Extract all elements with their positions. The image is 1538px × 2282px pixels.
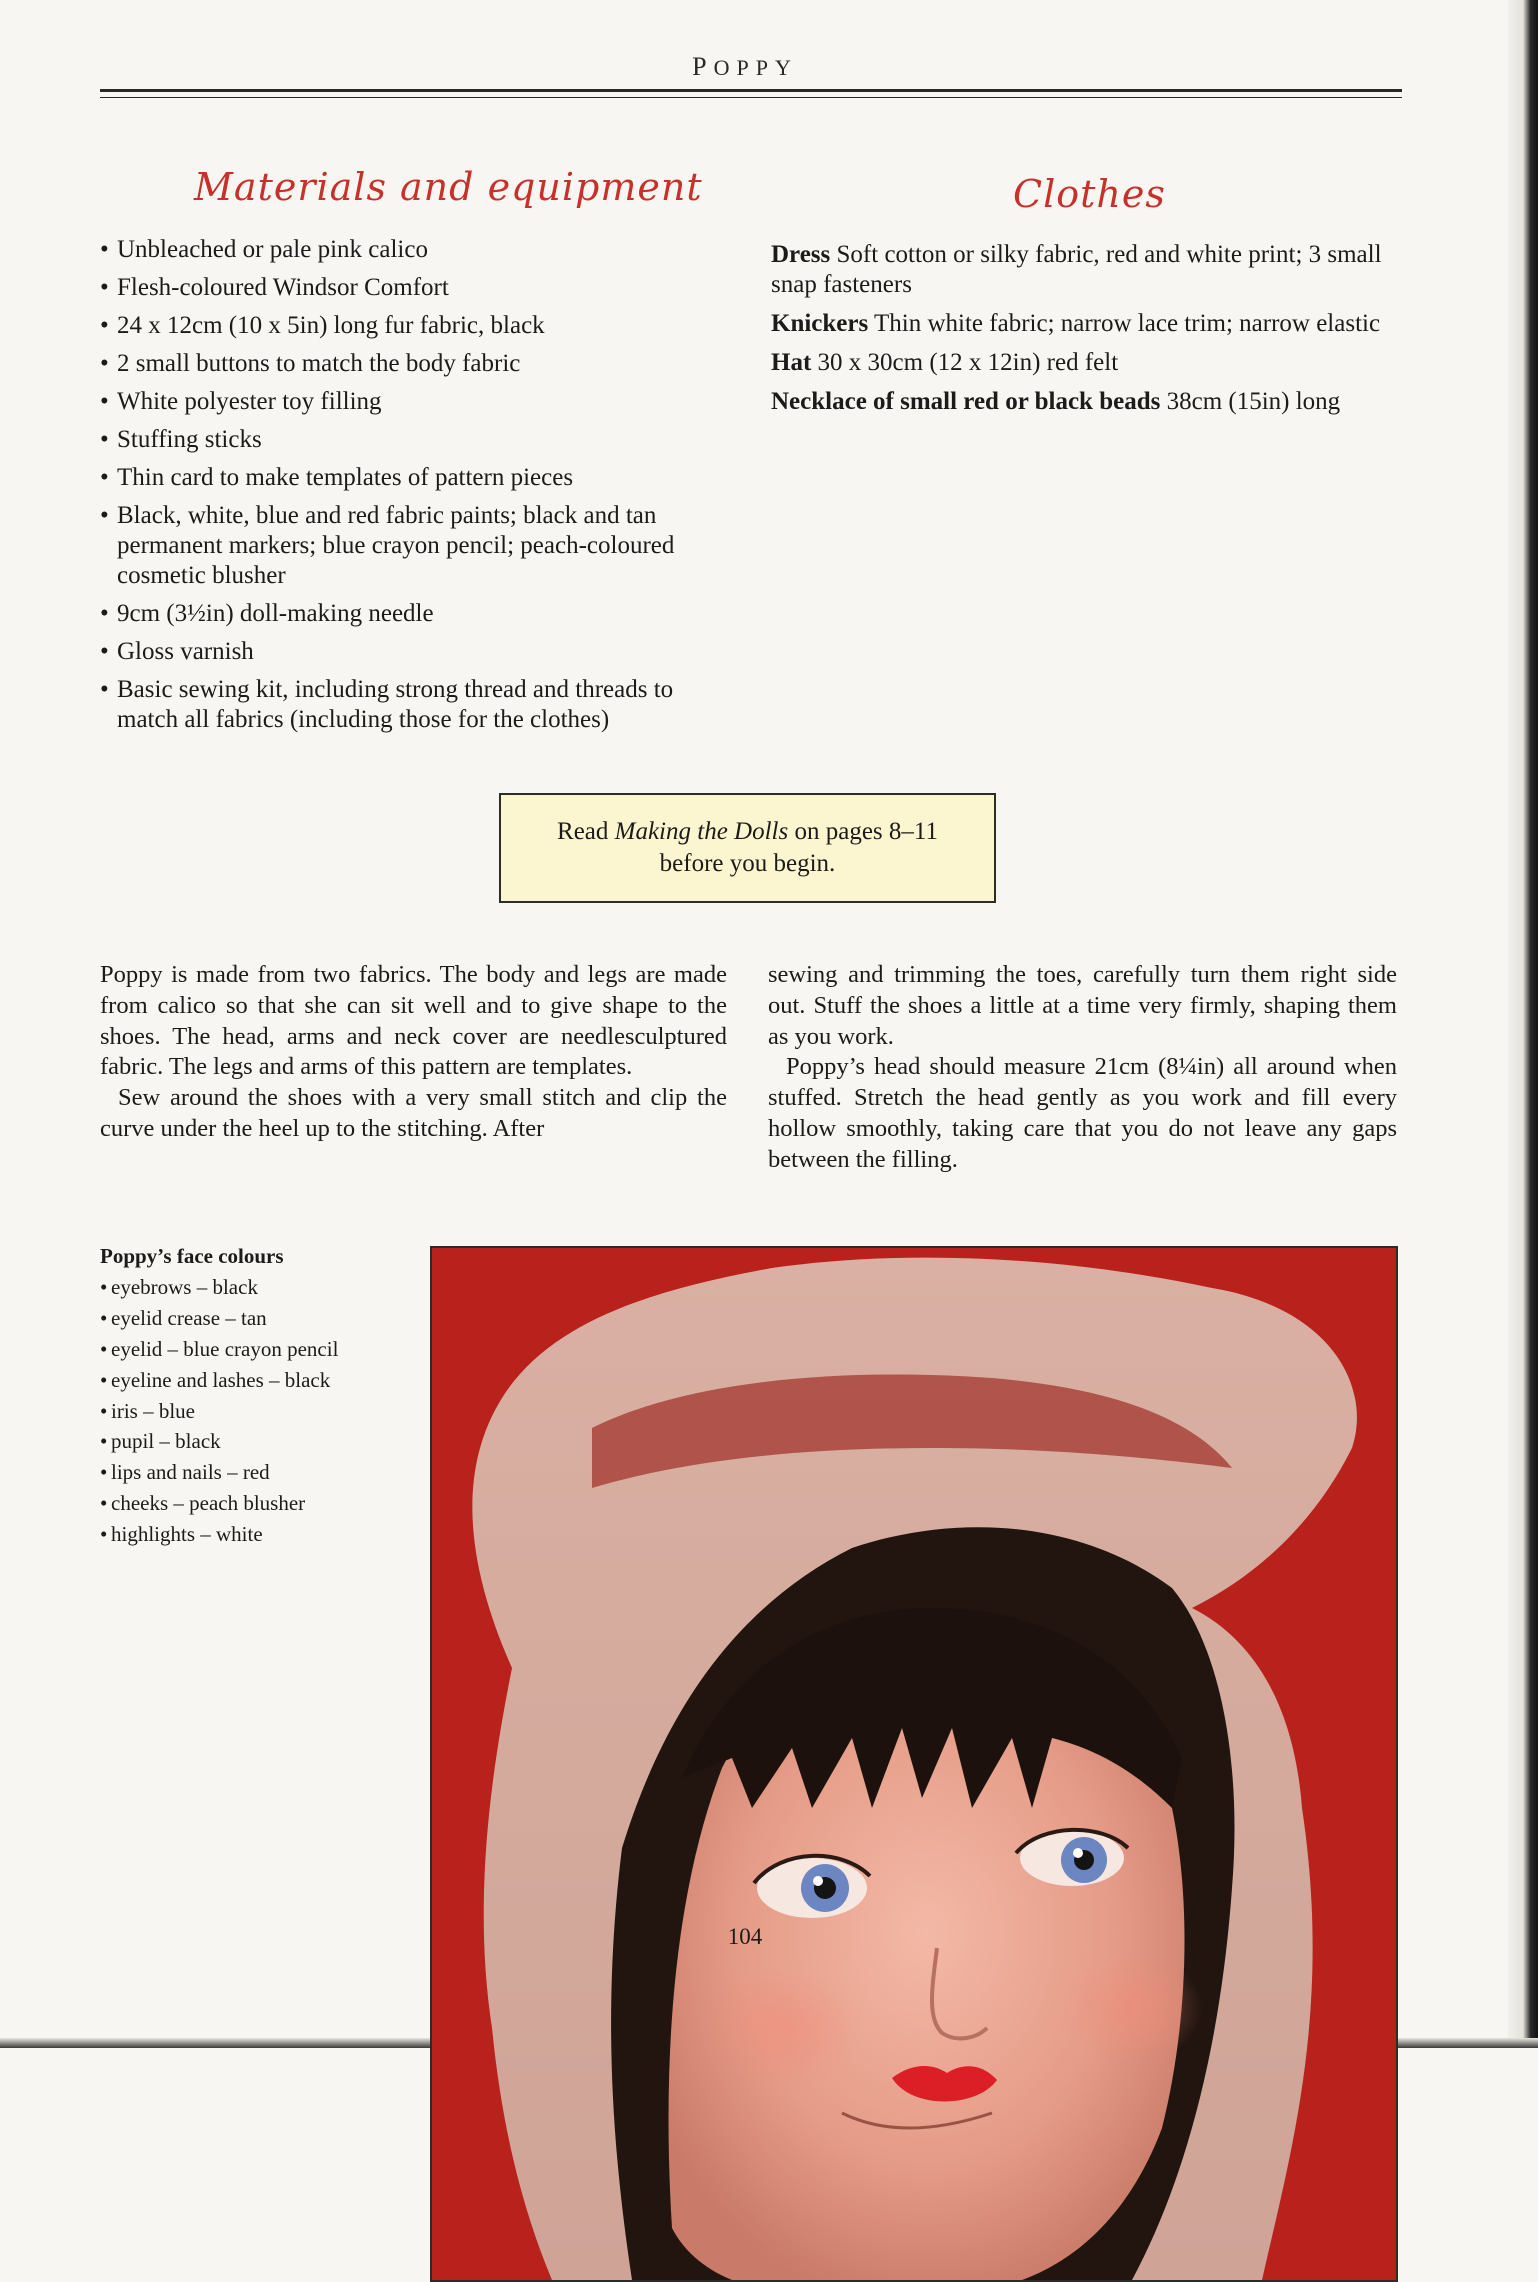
materials-item-text: 24 x 12cm (10 x 5in) long fur fabric, black — [117, 312, 545, 339]
bullet-icon: • — [100, 312, 109, 339]
clothes-item-text: Soft cotton or silky fabric, red and white print; 3 small snap fasteners — [771, 241, 1382, 298]
face-colour-text: iris – blue — [111, 1398, 195, 1423]
bullet-icon: • — [100, 1336, 108, 1361]
bullet-icon: • — [100, 274, 109, 301]
bullet-icon: • — [100, 350, 109, 377]
materials-item — [100, 425, 740, 455]
bullet-icon: • — [100, 676, 109, 703]
face-colour-text: cheeks – peach blusher — [111, 1491, 306, 1516]
clothes-item — [771, 240, 1411, 300]
bullet-icon: • — [100, 1367, 108, 1392]
doll-face-photo — [430, 1246, 1398, 2282]
face-colour-text: eyebrows – black — [111, 1274, 258, 1299]
bullet-icon: • — [100, 1491, 108, 1516]
clothes-item — [771, 387, 1411, 417]
face-colour-text: pupil – black — [111, 1429, 221, 1454]
bullet-icon: • — [100, 600, 109, 627]
bullet-icon: • — [100, 236, 109, 263]
page-number: 104 — [727, 1924, 763, 1949]
materials-item-text: White polyester toy filling — [117, 388, 382, 415]
face-colour-item — [100, 1334, 420, 1365]
face-colour-text: highlights – white — [111, 1522, 263, 1547]
bullet-icon: • — [100, 426, 109, 453]
face-colour-item — [100, 1272, 420, 1303]
materials-item-text: Black, white, blue and red fabric paints; black and tan permanent markers; blue crayon pencil; peach-coloured cosmetic blusher — [117, 502, 675, 589]
materials-item — [100, 501, 740, 591]
read-first-callout — [499, 793, 996, 903]
body-paragraph: sewing and trimming the toes, carefully turn them right side out. Stuff the shoes a little at a time very firmly, shaping them as you work. — [768, 961, 1397, 1050]
materials-item-text: Gloss varnish — [117, 638, 254, 665]
body-column-right — [768, 960, 1397, 1176]
body-paragraph: Sew around the shoes with a very small stitch and clip the curve under the heel up to the stitching. After — [100, 1084, 727, 1142]
face-colour-text: eyelid – blue crayon pencil — [111, 1336, 339, 1361]
bullet-icon: • — [100, 1522, 108, 1547]
running-head: POPPY — [692, 52, 798, 81]
header-rule-thick — [100, 89, 1402, 92]
bullet-icon: • — [100, 1429, 108, 1454]
face-colour-item — [100, 1365, 420, 1396]
materials-item-text: Flesh-coloured Windsor Comfort — [117, 274, 449, 301]
materials-heading: Materials and equipment — [194, 165, 703, 209]
face-colour-item — [100, 1488, 420, 1519]
bullet-icon: • — [100, 638, 109, 665]
bullet-icon: • — [100, 1460, 108, 1485]
materials-item-text: 2 small buttons to match the body fabric — [117, 350, 521, 377]
face-colours-list — [100, 1241, 420, 1550]
face-colour-text: eyeline and lashes – black — [111, 1367, 331, 1392]
clothes-list — [771, 240, 1411, 426]
header-rule-thin — [100, 97, 1402, 98]
bullet-icon: • — [100, 1274, 108, 1299]
face-colour-item — [100, 1457, 420, 1488]
bullet-icon: • — [100, 464, 109, 491]
body-paragraph: Poppy’s head should measure 21cm (8¼in) all around when stuffed. Stretch the head gently as you work and fill every hollow smoothly, taking care that you do not leave any gaps between the filling. — [768, 1053, 1397, 1173]
materials-item — [100, 235, 740, 265]
face-colour-item — [100, 1396, 420, 1427]
clothes-item-label: Dress — [771, 241, 831, 268]
materials-item — [100, 463, 740, 493]
callout-suffix: on pages 8–11 — [788, 818, 938, 845]
face-colour-text: eyelid crease – tan — [111, 1305, 267, 1330]
bullet-icon: • — [100, 502, 109, 529]
materials-item-text: 9cm (3½in) doll-making needle — [117, 600, 434, 627]
face-colours-title: Poppy’s face colours — [100, 1244, 284, 1268]
page-edge-shadow — [1508, 0, 1538, 2048]
body-column-left — [100, 960, 727, 1145]
clothes-item-text: 30 x 30cm (12 x 12in) red felt — [811, 349, 1119, 376]
clothes-heading: Clothes — [1013, 172, 1166, 216]
face-colour-item — [100, 1303, 420, 1334]
materials-item-text: Basic sewing kit, including strong thread and threads to match all fabrics (including those for the clothes) — [117, 676, 674, 733]
clothes-item — [771, 348, 1411, 378]
bullet-icon: • — [100, 1305, 108, 1330]
materials-item — [100, 675, 740, 735]
materials-item — [100, 387, 740, 417]
materials-item-text: Stuffing sticks — [117, 426, 262, 453]
clothes-item-label: Hat — [771, 349, 812, 376]
body-paragraph: Poppy is made from two fabrics. The body and legs are made from calico so that she can sit well and to give shape to the shoes. The head, arms and neck cover are needlesculptured fabric. The legs and arms of this pattern are templates. — [100, 961, 727, 1081]
materials-item — [100, 637, 740, 667]
materials-item — [100, 311, 740, 341]
clothes-item — [771, 309, 1411, 339]
face-colour-item — [100, 1426, 420, 1457]
materials-item — [100, 599, 740, 629]
bullet-icon: • — [100, 1398, 108, 1423]
face-colour-item — [100, 1519, 420, 1550]
bullet-icon: • — [100, 388, 109, 415]
materials-item — [100, 349, 740, 379]
callout-prefix: Read — [557, 818, 615, 845]
callout-line2: before you begin. — [659, 850, 836, 877]
materials-item-text: Unbleached or pale pink calico — [117, 236, 428, 263]
clothes-item-label: Necklace of small red or black beads — [771, 388, 1161, 415]
face-colour-text: lips and nails – red — [111, 1460, 270, 1485]
materials-item-text: Thin card to make templates of pattern pieces — [117, 464, 574, 491]
callout-book-title: Making the Dolls — [614, 818, 789, 845]
clothes-item-text: Thin white fabric; narrow lace trim; narrow elastic — [868, 310, 1381, 337]
clothes-item-label: Knickers — [771, 310, 869, 337]
clothes-item-text: 38cm (15in) long — [1160, 388, 1341, 415]
materials-list — [100, 235, 740, 743]
materials-item — [100, 273, 740, 303]
